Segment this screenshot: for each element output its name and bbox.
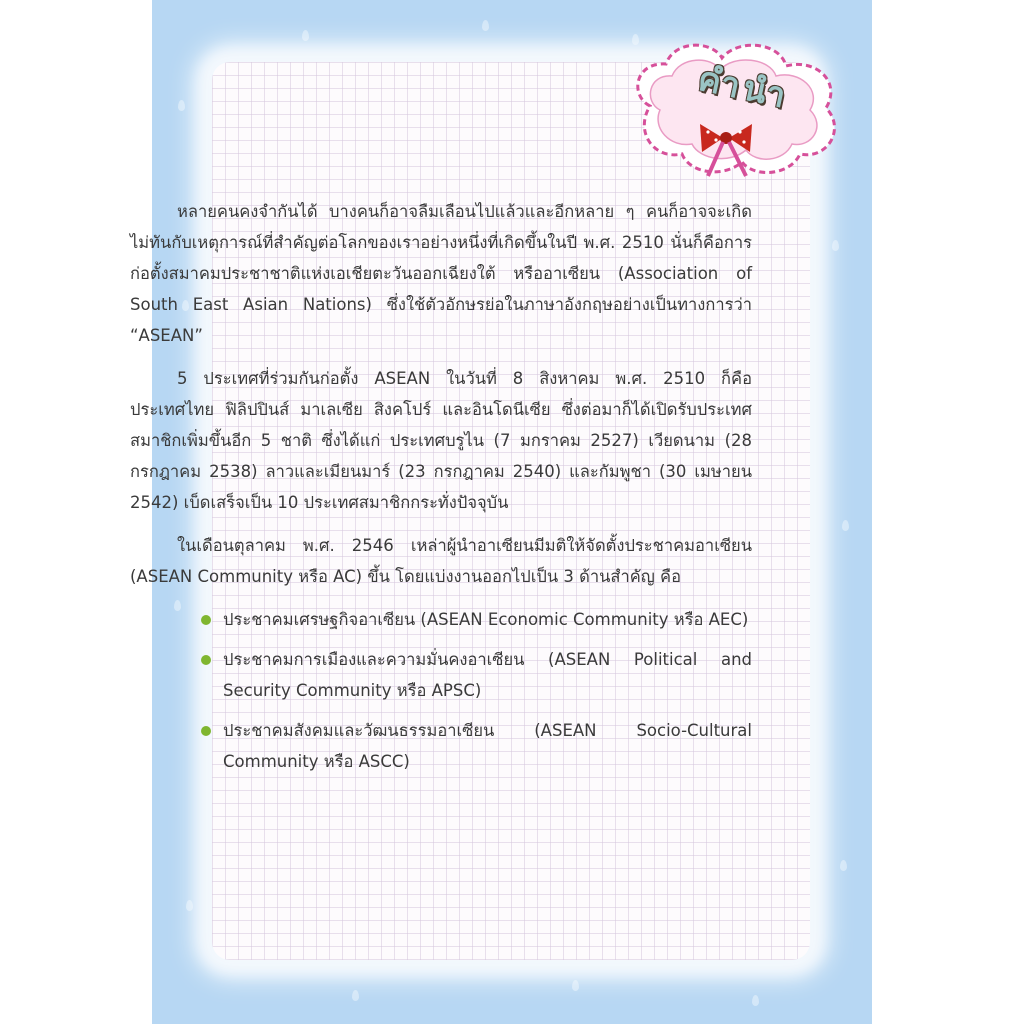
raindrop-decoration (186, 900, 193, 911)
raindrop-decoration (572, 980, 579, 991)
community-list (130, 604, 752, 777)
raindrop-decoration (832, 240, 839, 251)
raindrop-decoration (482, 20, 489, 31)
page-title: คำนำ (694, 58, 794, 118)
paragraph: ในเดือนตุลาคม พ.ศ. 2546 เหล่าผู้นำอาเซียนมีมติให้จัดตั้งประชาคมอาเซียน (ASEAN Community หรือ AC) ขึ้น โดยแบ่งงานออกไปเป็น 3 ด้านสำคัญ คือ (130, 536, 752, 586)
preface-text (130, 196, 752, 786)
list-item (201, 644, 752, 706)
green-dot-icon (201, 615, 211, 625)
list-item (201, 715, 752, 777)
raindrop-decoration (352, 990, 359, 1001)
paragraph: 5 ประเทศที่ร่วมกันก่อตั้ง ASEAN ในวันที่ 8 สิงหาคม พ.ศ. 2510 ก็คือ ประเทศไทย ฟิลิปปินส์ มาเลเซีย สิงคโปร์ และอินโดนีเซีย ซึ่งต่อมาก็ได้เปิดรับประเทศสมาชิกเพิ่มขึ้นอีก 5 ชาติ ซึ่งได้แก่ ประเทศบรูไน (7 มกราคม 2527) เวียดนาม (28 กรกฎาคม 2538) ลาวและเมียนมาร์ (23 กรกฎาคม 2540) และกัมพูชา (30 เมษายน 2542) เบ็ดเสร็จเป็น 10 ประเทศสมาชิกกระทั่งปัจจุบัน (130, 369, 752, 512)
raindrop-decoration (178, 100, 185, 111)
list-item-text: ประชาคมเศรษฐกิจอาเซียน (ASEAN Economic Community หรือ AEC) (223, 610, 749, 629)
green-dot-icon (201, 655, 211, 665)
raindrop-decoration (842, 520, 849, 531)
raindrop-decoration (752, 995, 759, 1006)
raindrop-decoration (302, 30, 309, 41)
paragraph: หลายคนคงจำกันได้ บางคนก็อาจลืมเลือนไปแล้วและอีกหลาย ๆ คนก็อาจจะเกิดไม่ทันกับเหตุการณ์ที่สำคัญต่อโลกของเราอย่างหนึ่งที่เกิดขึ้นในปี พ.ศ. 2510 นั่นก็คือการก่อตั้งสมาคมประชาชาติแห่งเอเชียตะวันออกเฉียงใต้ หรืออาเซียน (Association of South East Asian Nations) ซึ่งใช้ตัวอักษรย่อในภาษาอังกฤษอย่างเป็นทางการว่า “ASEAN” (130, 202, 752, 345)
raindrop-decoration (840, 860, 847, 871)
green-dot-icon (201, 726, 211, 736)
list-item-text: ประชาคมการเมืองและความมั่นคงอาเซียน (ASEAN Political and Security Community หรือ APSC) (223, 650, 752, 700)
list-item (201, 604, 752, 635)
list-item-text: ประชาคมสังคมและวัฒนธรรมอาเซียน (ASEAN Socio-Cultural Community หรือ ASCC) (223, 721, 752, 771)
